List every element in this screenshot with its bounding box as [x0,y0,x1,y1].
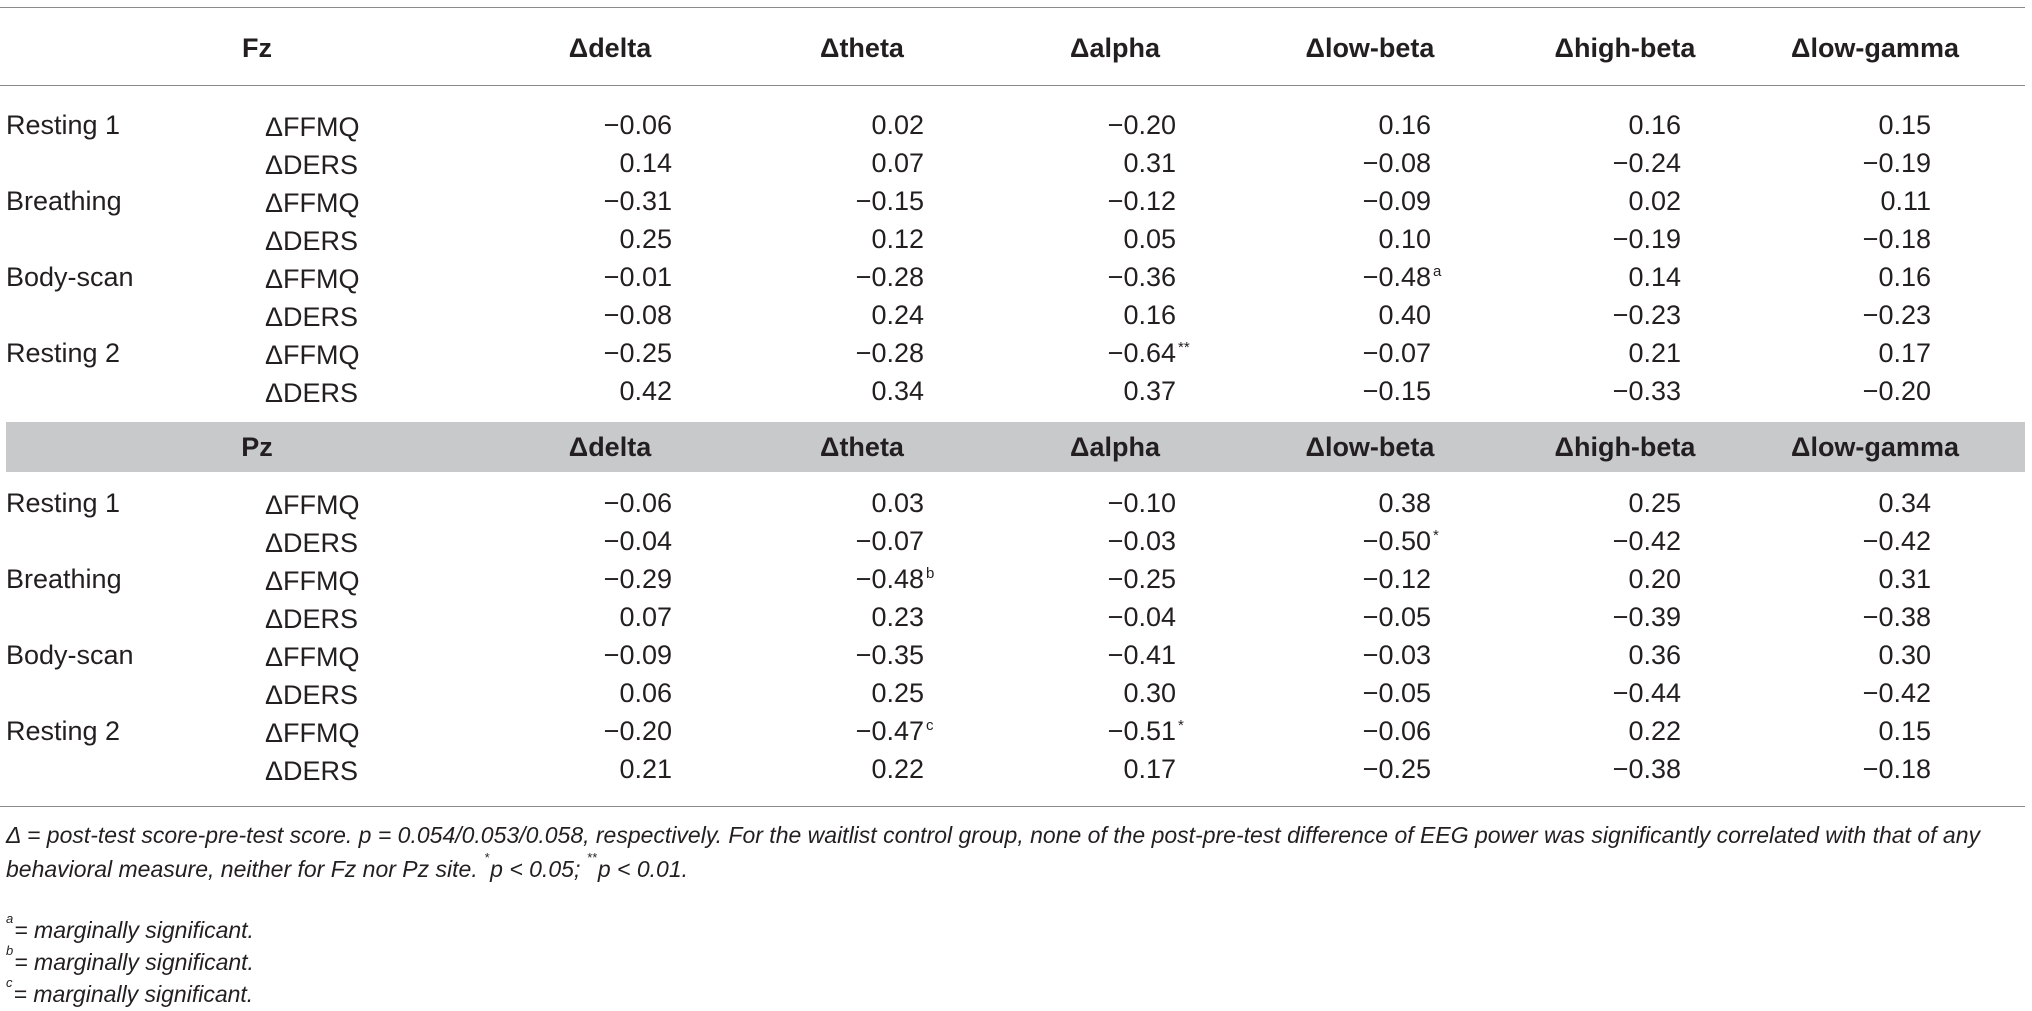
measure-label: ΔFFMQ [265,188,360,218]
value-text: −0.06 [1362,716,1431,746]
measure-label: ΔDERS [265,680,359,710]
measure-label: ΔDERS [265,378,359,408]
value-text: −0.01 [603,262,672,292]
value-text: 0.24 [871,300,924,330]
value-cell [764,564,935,594]
value-text: −0.18 [1862,224,1931,254]
value-text: −0.03 [1362,640,1431,670]
value-text: 0.14 [1628,262,1681,292]
value-cell [512,602,672,632]
value-text: 0.25 [871,678,924,708]
value-cell [764,110,924,140]
value-text: 0.16 [1878,262,1931,292]
column-header: Δlow-gamma [1791,33,1959,63]
value-cell [512,186,672,216]
value-cell [1016,262,1176,292]
value-cell [1521,678,1681,708]
value-text: 0.36 [1628,640,1681,670]
footnote-b [6,945,2021,979]
value-cell [512,148,672,178]
value-cell [764,376,924,406]
value-cell [764,526,924,556]
value-text: 0.02 [871,110,924,140]
measure-label: ΔDERS [265,528,359,558]
value-cell [1016,526,1176,556]
value-text: 0.15 [1878,110,1931,140]
value-text: −0.42 [1612,526,1681,556]
column-header: Δalpha [1070,432,1160,462]
value-cell [1016,754,1176,784]
value-text: −0.06 [603,488,672,518]
value-text: −0.20 [1107,110,1176,140]
value-text: −0.04 [603,526,672,556]
value-text: −0.08 [603,300,672,330]
value-text: 0.16 [1123,300,1176,330]
bottom-rule [0,806,2025,807]
column-header: Δlow-gamma [1791,432,1959,462]
value-text: −0.24 [1612,148,1681,178]
value-text: −0.36 [1107,262,1176,292]
measure-label: ΔFFMQ [265,642,360,672]
value-text: −0.39 [1612,602,1681,632]
value-text: 0.12 [871,224,924,254]
value-cell [1771,300,1931,330]
footnote-c-text: = marginally significant. [13,981,254,1007]
top-rule [0,7,2025,8]
value-text: 0.34 [871,376,924,406]
value-text: −0.05 [1362,602,1431,632]
value-cell [512,110,672,140]
value-text: −0.08 [1362,148,1431,178]
value-text: −0.41 [1107,640,1176,670]
value-text: 0.16 [1628,110,1681,140]
value-cell [1016,488,1176,518]
value-text: −0.28 [855,262,924,292]
value-cell [1521,564,1681,594]
value-cell [1016,564,1176,594]
value-text: −0.25 [1107,564,1176,594]
value-text: 0.07 [619,602,672,632]
value-cell [1771,224,1931,254]
value-cell [1521,300,1681,330]
value-cell [1016,148,1176,178]
value-cell [512,564,672,594]
value-cell [1771,640,1931,670]
measure-label: ΔFFMQ [265,340,360,370]
value-text: 0.23 [871,602,924,632]
condition-label: Breathing [6,186,122,216]
value-cell [764,716,934,746]
measure-label: ΔDERS [265,226,359,256]
value-text: 0.25 [619,224,672,254]
value-cell [512,488,672,518]
value-cell [1771,754,1931,784]
footnote-a [6,913,2021,947]
value-text: −0.06 [603,110,672,140]
site-header-pz: Pz [241,432,273,462]
value-text: 0.21 [619,754,672,784]
value-text: 0.16 [1378,110,1431,140]
value-text: −0.19 [1862,148,1931,178]
value-text: 0.20 [1628,564,1681,594]
value-cell [512,376,672,406]
significance-marker: * [1178,717,1184,734]
value-cell [1771,678,1931,708]
value-text: −0.42 [1862,526,1931,556]
measure-label: ΔFFMQ [265,718,360,748]
value-cell [1521,640,1681,670]
value-cell [1271,224,1431,254]
footnote-c [6,977,2021,1011]
value-text: −0.64 [1107,338,1176,368]
value-cell [1271,640,1431,670]
value-text: 0.25 [1628,488,1681,518]
value-cell [512,754,672,784]
value-text: 0.03 [871,488,924,518]
value-cell [1271,716,1431,746]
value-cell [512,338,672,368]
value-cell [764,186,924,216]
value-cell [1771,564,1931,594]
value-text: −0.31 [603,186,672,216]
value-cell [764,602,924,632]
column-header: Δlow-beta [1305,33,1435,63]
value-text: 0.07 [871,148,924,178]
value-text: −0.28 [855,338,924,368]
value-text: 0.15 [1878,716,1931,746]
value-cell [1271,602,1431,632]
value-text: 0.37 [1123,376,1176,406]
value-cell [1271,678,1431,708]
column-header: Δhigh-beta [1554,432,1696,462]
value-text: −0.44 [1612,678,1681,708]
value-cell [764,148,924,178]
footnote-sig1-text: p < 0.05; [490,856,587,882]
value-cell [764,300,924,330]
value-text: −0.48 [855,564,924,594]
value-cell [1521,716,1681,746]
value-cell [512,262,672,292]
column-header: Δdelta [568,33,652,63]
column-header: Δalpha [1070,33,1160,63]
value-text: −0.33 [1612,376,1681,406]
value-cell [1521,526,1681,556]
value-text: −0.03 [1107,526,1176,556]
value-cell [1271,526,1439,556]
value-text: 0.22 [871,754,924,784]
value-cell [764,224,924,254]
column-header: Δlow-beta [1305,432,1435,462]
measure-label: ΔFFMQ [265,264,360,294]
value-cell [1771,338,1931,368]
value-cell [764,338,924,368]
site-header-fz: Fz [242,33,272,63]
value-text: −0.25 [603,338,672,368]
value-text: −0.38 [1862,602,1931,632]
value-cell [1521,110,1681,140]
value-cell [1016,716,1184,746]
value-text: −0.51 [1107,716,1176,746]
value-cell [1521,488,1681,518]
footnote-main-text: Δ = post-test score-pre-test score. p = 0.054/0.053/0.058, respectively. For the waitlist control group, none of the post-pre-test difference of EEG power was significantly correlated with that of any behavioral measure, neither for Fz nor Pz site. [6,822,1980,882]
measure-label: ΔDERS [265,604,359,634]
value-cell [1271,148,1431,178]
value-text: 0.17 [1878,338,1931,368]
value-text: −0.04 [1107,602,1176,632]
value-text: −0.47 [855,716,924,746]
significance-marker: a [1433,263,1442,280]
value-text: −0.10 [1107,488,1176,518]
value-cell [1771,148,1931,178]
value-cell [1271,262,1442,292]
value-cell [512,224,672,254]
value-text: 0.40 [1378,300,1431,330]
value-text: −0.50 [1362,526,1431,556]
value-cell [1271,376,1431,406]
value-text: −0.19 [1612,224,1681,254]
footnote-a-text: = marginally significant. [14,917,254,943]
value-cell [1521,754,1681,784]
value-text: 0.34 [1878,488,1931,518]
value-cell [1771,262,1931,292]
value-text: −0.35 [855,640,924,670]
header-rule [0,85,2025,86]
value-cell [1016,602,1176,632]
footnote-sig2-mark: ** [586,850,597,865]
condition-label: Resting 2 [6,338,121,368]
value-cell [1016,186,1176,216]
value-cell [1271,338,1431,368]
measure-label: ΔFFMQ [265,112,360,142]
value-text: −0.05 [1362,678,1431,708]
value-cell [1016,338,1190,368]
value-cell [1521,602,1681,632]
value-cell [1771,186,1931,216]
value-text: 0.17 [1123,754,1176,784]
value-cell [512,678,672,708]
value-cell [1521,224,1681,254]
value-cell [764,640,924,670]
value-text: −0.23 [1862,300,1931,330]
value-text: 0.30 [1123,678,1176,708]
value-text: 0.42 [619,376,672,406]
measure-label: ΔDERS [265,150,359,180]
condition-label: Breathing [6,564,122,594]
value-text: 0.22 [1628,716,1681,746]
value-text: 0.14 [619,148,672,178]
value-cell [1521,262,1681,292]
measure-label: ΔDERS [265,756,359,786]
value-cell [764,488,924,518]
value-cell [1271,186,1431,216]
value-text: −0.20 [1862,376,1931,406]
measure-label: ΔFFMQ [265,490,360,520]
value-cell [764,678,924,708]
value-text: −0.15 [1362,376,1431,406]
condition-label: Resting 2 [6,716,121,746]
measure-label: ΔDERS [265,302,359,332]
value-text: 0.02 [1628,186,1681,216]
column-header: Δhigh-beta [1554,33,1696,63]
significance-marker: * [1433,527,1439,544]
value-cell [512,300,672,330]
value-cell [764,262,924,292]
footnote-b-text: = marginally significant. [14,949,254,975]
value-text: −0.09 [603,640,672,670]
value-cell [1271,110,1431,140]
value-text: −0.07 [855,526,924,556]
value-text: −0.07 [1362,338,1431,368]
value-cell [512,716,672,746]
value-text: −0.18 [1862,754,1931,784]
condition-label: Resting 1 [6,110,121,140]
value-text: −0.23 [1612,300,1681,330]
footnote-b-mark: b [6,943,14,958]
column-header: Δtheta [820,33,904,63]
value-cell [1271,564,1431,594]
footnote-sig2-text: p < 0.01. [597,856,689,882]
value-text: −0.25 [1362,754,1431,784]
value-text: 0.38 [1378,488,1431,518]
value-cell [1771,716,1931,746]
column-header: Δdelta [568,432,652,462]
value-cell [1016,300,1176,330]
condition-label: Resting 1 [6,488,121,518]
value-text: −0.20 [603,716,672,746]
value-text: −0.09 [1362,186,1431,216]
value-text: 0.30 [1878,640,1931,670]
condition-label: Body-scan [6,640,134,670]
value-cell [1016,640,1176,670]
value-cell [1771,110,1931,140]
value-cell [1521,376,1681,406]
value-cell [1271,300,1431,330]
measure-label: ΔFFMQ [265,566,360,596]
value-cell [1771,376,1931,406]
value-cell [1771,602,1931,632]
condition-label: Body-scan [6,262,134,292]
footnote-sig1-mark: * [484,850,490,865]
value-cell [1521,338,1681,368]
value-cell [1016,110,1176,140]
value-cell [1016,678,1176,708]
value-text: 0.11 [1880,186,1931,216]
value-text: 0.06 [619,678,672,708]
footnote-c-mark: c [6,975,13,990]
value-cell [1016,376,1176,406]
footnote-a-mark: a [6,911,14,926]
value-text: −0.29 [603,564,672,594]
column-header: Δtheta [820,432,904,462]
value-cell [1016,224,1176,254]
value-cell [512,526,672,556]
value-cell [764,754,924,784]
value-text: −0.42 [1862,678,1931,708]
value-text: −0.12 [1362,564,1431,594]
value-cell [1771,488,1931,518]
value-text: 0.10 [1378,224,1431,254]
footnote-main [6,818,2021,886]
significance-marker: ** [1178,339,1190,356]
value-text: 0.05 [1123,224,1176,254]
value-cell [1271,488,1431,518]
significance-marker: b [926,565,935,582]
value-cell [1271,754,1431,784]
value-cell [1771,526,1931,556]
value-text: 0.21 [1628,338,1681,368]
value-text: 0.31 [1878,564,1931,594]
value-cell [512,640,672,670]
value-text: −0.15 [855,186,924,216]
significance-marker: c [926,717,934,734]
value-text: 0.31 [1123,148,1176,178]
value-cell [1521,186,1681,216]
value-text: −0.48 [1362,262,1431,292]
value-text: −0.38 [1612,754,1681,784]
value-text: −0.12 [1107,186,1176,216]
value-cell [1521,148,1681,178]
